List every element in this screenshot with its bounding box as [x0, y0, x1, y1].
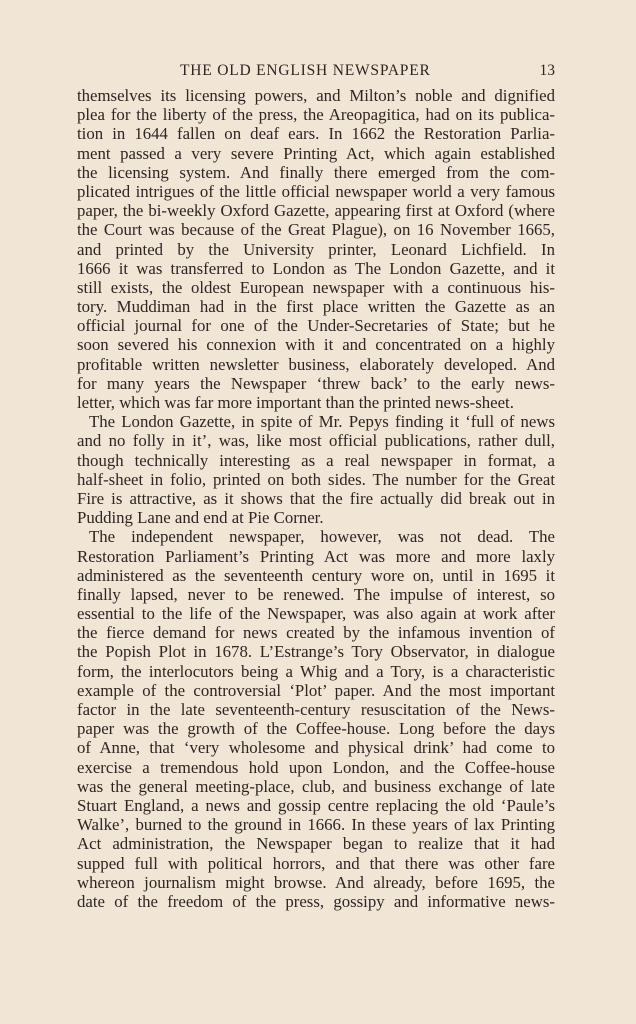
text-line: Fire is attractive, as it shows that the fire actually did break out in	[77, 488, 555, 508]
text-line: form, the interlocutors being a Whig and a Tory, is a characteristic	[77, 661, 555, 681]
text-line: soon severed his connexion with it and concentrated on a highly	[77, 335, 555, 355]
text-line: and no folly in it’, was, like most official publications, rather dull,	[77, 431, 555, 451]
text-line: example of the controversial ‘Plot’ paper. And the most important	[77, 680, 555, 700]
text-line: paper, the bi-weekly Oxford Gazette, appearing first at Oxford (where	[77, 201, 555, 221]
paragraph	[77, 527, 555, 911]
paragraph	[77, 86, 555, 412]
text-line: though technically interesting as a real newspaper in format, a	[77, 450, 555, 470]
text-line: administered as the seventeenth century wore on, until in 1695 it	[77, 565, 555, 585]
text-line: whereon journalism might browse. And already, before 1695, the	[77, 872, 555, 892]
text-line: the Popish Plot in 1678. L’Estrange’s Tory Observator, in dialogue	[77, 642, 555, 662]
text-line: tion in 1644 fallen on deaf ears. In 1662 the Restoration Parlia-	[77, 124, 555, 144]
text-line: The independent newspaper, however, was not dead. The	[89, 527, 555, 547]
text-line: The London Gazette, in spite of Mr. Pepys finding it ‘full of news	[89, 412, 555, 432]
text-line: the licensing system. And finally there emerged from the com-	[77, 162, 555, 182]
text-line: factor in the late seventeenth-century resuscitation of the News-	[77, 700, 555, 719]
body-text	[77, 86, 555, 911]
text-line: half-sheet in folio, printed on both sides. The number for the Great	[77, 469, 555, 489]
text-line: and printed by the University printer, Leonard Lichfield. In	[77, 239, 555, 259]
text-line: still exists, the oldest European newspaper with a continuous his-	[77, 277, 555, 297]
text-line: the fierce demand for news created by the infamous invention of	[77, 623, 555, 643]
text-line: Stuart England, a news and gossip centre replacing the old ‘Paule’s	[77, 795, 555, 815]
text-line: 1666 it was transferred to London as The London Gazette, and it	[77, 258, 555, 278]
text-line: date of the freedom of the press, gossipy and informative news-	[77, 891, 555, 911]
text-line: was the general meeting-place, club, and business exchange of late	[77, 776, 555, 796]
text-line: of Anne, that ‘very wholesome and physical drink’ had come to	[77, 738, 555, 758]
text-line: Act administration, the Newspaper began to realize that it had	[77, 834, 555, 854]
text-line: Pudding Lane and end at Pie Corner.	[77, 508, 324, 528]
text-line: supped full with political horrors, and that there was other fare	[77, 853, 555, 873]
text-line: for many years the Newspaper ‘threw back’ to the early news-	[77, 373, 555, 393]
text-line: official journal for one of the Under-Secretaries of State; but he	[77, 316, 555, 336]
text-line: Walke’, burned to the ground in 1666. In these years of lax Printing	[77, 815, 555, 835]
text-line: letter, which was far more important than the printed news-sheet.	[77, 393, 514, 412]
text-line: plea for the liberty of the press, the Areopagitica, had on its publica-	[77, 105, 555, 125]
text-line: plicated intrigues of the little official newspaper world a very famous	[77, 181, 555, 201]
text-line: finally lapsed, never to be renewed. The impulse of interest, so	[77, 584, 555, 604]
text-line: tory. Muddiman had in the first place written the Gazette as an	[77, 297, 555, 317]
running-title: THE OLD ENGLISH NEWSPAPER	[180, 62, 431, 79]
text-line: essential to the life of the Newspaper, was also again at work after	[77, 604, 555, 624]
page-number: 13	[539, 62, 555, 79]
text-line: profitable written newsletter business, elaborately developed. And	[77, 354, 555, 374]
text-line: exercise a tremendous hold upon London, and the Coffee-house	[77, 757, 555, 777]
text-line: ment passed a very severe Printing Act, which again established	[77, 143, 555, 163]
page-header	[77, 62, 555, 84]
paragraph	[77, 412, 555, 527]
text-line: themselves its licensing powers, and Milton’s noble and dignified	[77, 86, 555, 105]
text-line: paper was the growth of the Coffee-house. Long before the days	[77, 719, 555, 739]
text-line: Restoration Parliament’s Printing Act was more and more laxly	[77, 546, 555, 566]
text-line: the Court was because of the Great Plague), on 16 November 1665,	[77, 220, 555, 240]
